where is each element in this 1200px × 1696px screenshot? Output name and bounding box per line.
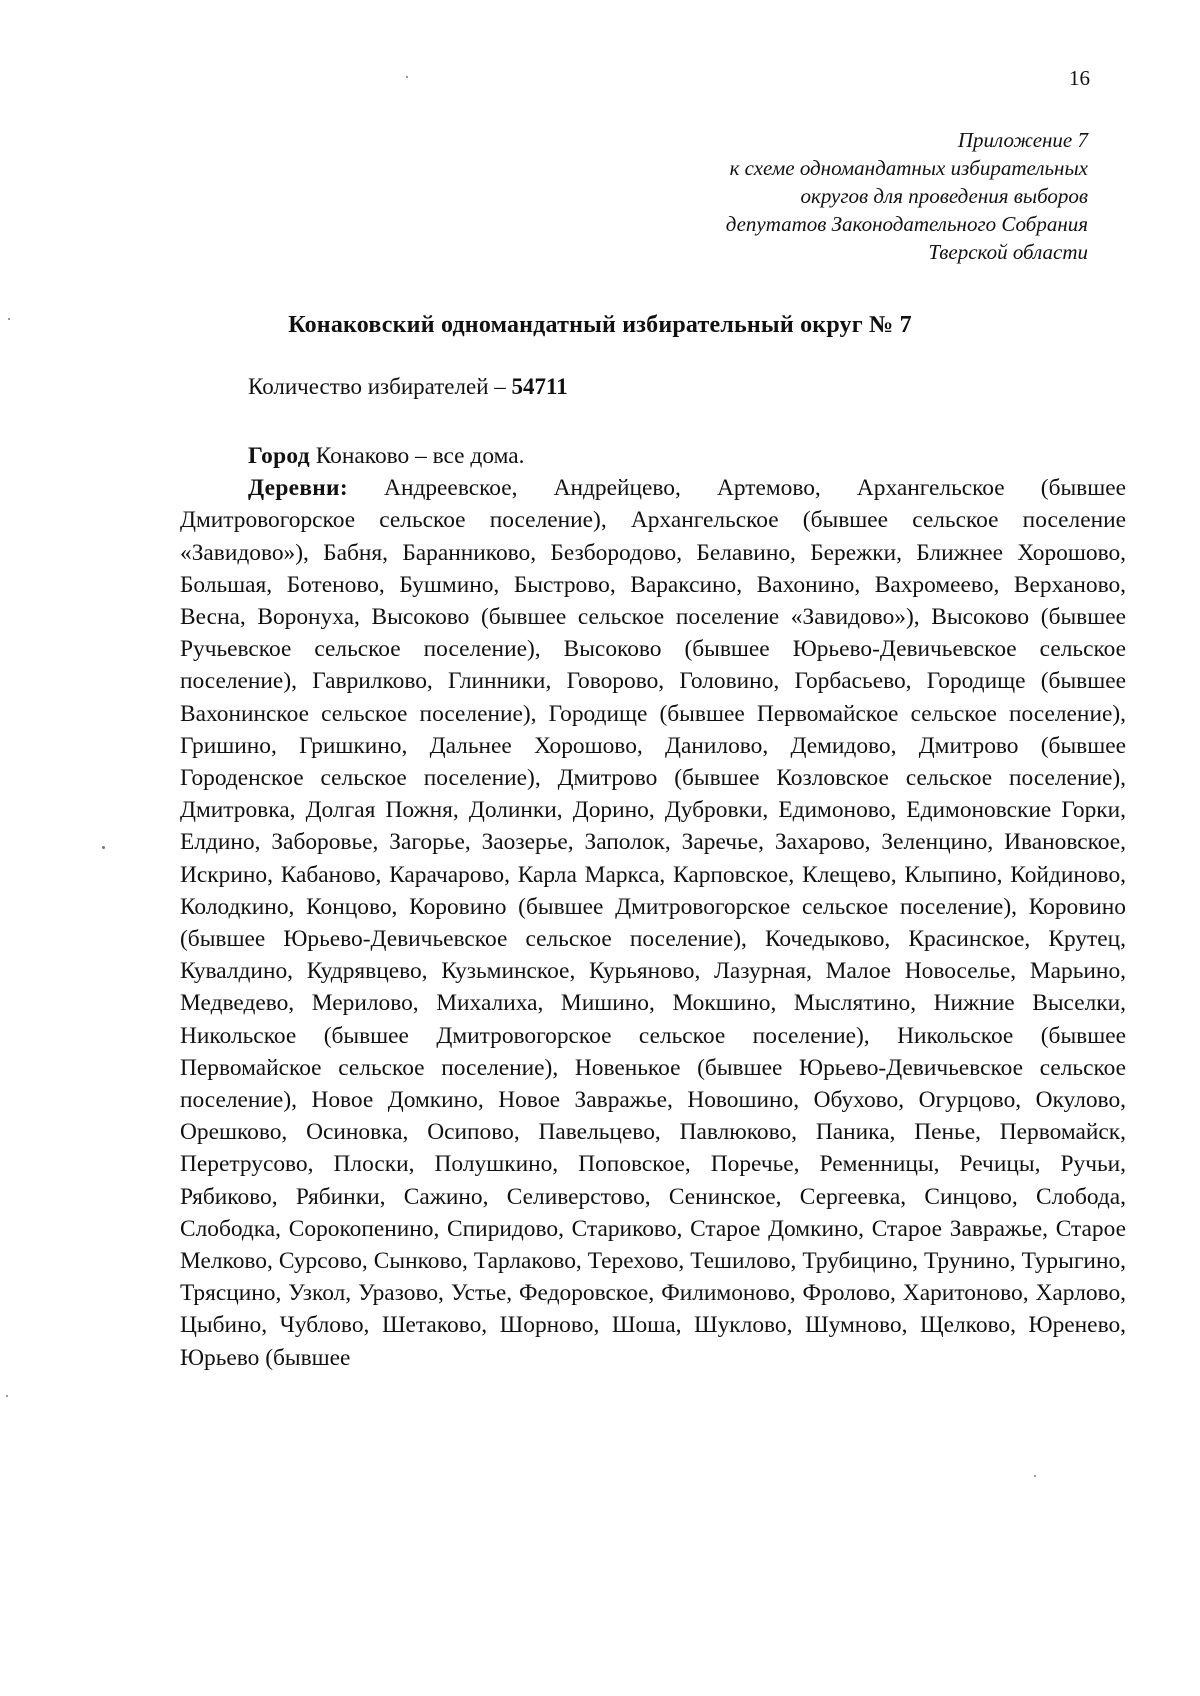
- scan-artifact: [6, 1395, 8, 1397]
- appendix-line: Тверской области: [928, 240, 1088, 264]
- scan-artifact: [406, 76, 408, 78]
- voter-count-label: Количество избирателей –: [248, 374, 512, 399]
- voter-count-value: 54711: [511, 374, 568, 399]
- villages-label: Деревни:: [248, 475, 348, 502]
- district-composition: [180, 440, 1126, 1374]
- city-text: Конаково – все дома.: [309, 443, 525, 469]
- villages-paragraph: [180, 472, 1126, 1374]
- appendix-line: депутатов Законодательного Собрания: [725, 212, 1088, 236]
- city-paragraph: [180, 440, 1126, 472]
- appendix-line: к схеме одномандатных избирательных: [729, 156, 1088, 180]
- appendix-note: [528, 126, 1088, 266]
- page-number: 16: [1069, 66, 1090, 90]
- appendix-line: Приложение 7: [957, 128, 1088, 152]
- scan-artifact: [8, 318, 10, 320]
- city-label: Город: [248, 443, 310, 469]
- document-title: Конаковский одномандатный избирательный округ № 7: [288, 312, 912, 338]
- voter-count-line: [248, 374, 568, 400]
- scan-artifact: [1034, 1475, 1036, 1477]
- villages-text: Андреевское, Андрейцево, Артемово, Архангельское (бывшее Дмитровогорское сельское поселение), Архангельское (бывшее сельское поселение «Завидово»), Бабня, Баранниково, Безбородово, Белавино, Бережки, Ближнее Хорошово, Большая, Ботеново, Бушмино, Быстрово, Вараксино, Вахонино, Вахромеево, Верханово, Весна, Воронуха, Высоково (бывшее сельское поселение «Завидово»), Высоково (бывшее Ручьевское сельское поселение), Высоково (бывшее Юрьево-Девичьевское сельское поселение), Гаврилково, Глинники, Говорово, Головино, Горбасьево, Городище (бывшее Вахонинское сельское поселение), Городище (бывшее Первомайское сельское поселение), Гришино, Гришкино, Дальнее Хорошово, Данилово, Демидово, Дмитрово (бывшее Городенское сельское поселение), Дмитрово (бывшее Козловское сельское поселение), Дмитровка, Долгая Пожня, Долинки, Дорино, Дубровки, Едимоново, Едимоновские Горки, Елдино, Заборовье, Загорье, Заозерье, Заполок, Заречье, Захарово, Зеленцино, Ивановское, Искрино, Кабаново, Карачарово, Карла Маркса, Карповское, Клещево, Клыпино, Койдиново, Колодкино, Концово, Коровино (бывшее Дмитровогорское сельское поселение), Коровино (бывшее Юрьево-Девичьевское сельское поселение), Кочедыково, Красинское, Крутец, Кувалдино, Кудрявцево, Кузьминское, Курьяново, Лазурная, Малое Новоселье, Марьино, Медведево, Мерилово, Михалиха, Мишино, Мокшино, Мыслятино, Нижние Выселки, Никольское (бывшее Дмитровогорское сельское поселение), Никольское (бывшее Первомайское сельское поселение), Новенькое (бывшее Юрьево-Девичьевское сельское поселение), Новое Домкино, Новое Завражье, Новошино, Обухово, Огурцово, Окулово, Орешково, Осиновка, Осипово, Павельцево, Павлюково, Паника, Пенье, Первомайск, Перетрусово, Плоски, Полушкино, Поповское, Поречье, Ременницы, Речицы, Ручьи, Рябиково, Рябинки, Сажино, Селиверстово, Сенинское, Сергеевка, Синцово, Слобода, Слободка, Сорокопенино, Спиридово, Стариково, Старое Домкино, Старое Завражье, Старое Мелково, Сурсово, Сынково, Тарлаково, Терехово, Тешилово, Трубицино, Трунино, Турыгино, Трясцино, Узкол, Уразово, Устье, Федоровское, Филимоново, Фролово, Харитоново, Харлово, Цыбино, Чублово, Шетаково, Шорново, Шоша, Шуклово, Шумново, Щелково, Юренево, Юрьево (бывшее: [180, 475, 1126, 1371]
- appendix-line: округов для проведения выборов: [800, 184, 1088, 208]
- scan-artifact: [102, 846, 105, 849]
